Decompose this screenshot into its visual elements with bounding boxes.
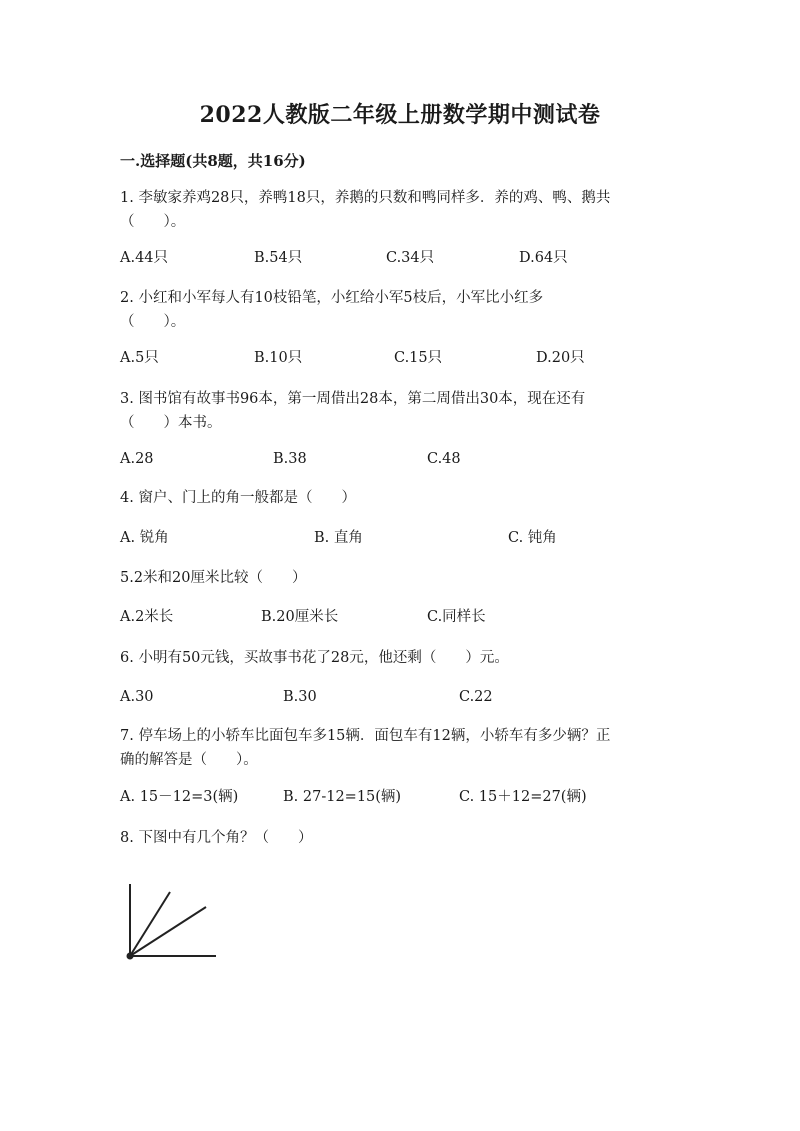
question-5-option-c[interactable]: C.同样长 (427, 609, 486, 625)
question-1-stem (120, 186, 680, 234)
question-4-option-c[interactable]: C. 钝角 (508, 530, 557, 546)
question-4-option-b[interactable]: B. 直角 (314, 530, 363, 546)
question-1-line-2: （ ）。 (120, 214, 186, 230)
question-5-line-1: 5.2米和20厘米比较（ ） (120, 570, 307, 586)
question-6-stem (120, 646, 680, 670)
question-3-option-a[interactable]: A.28 (120, 451, 154, 467)
question-3-line-1: 3. 图书馆有故事书96本，第一周借出28本，第二周借出30本，现在还有 (120, 391, 586, 407)
question-5-option-a[interactable]: A.2米长 (120, 609, 174, 625)
question-3-stem (120, 387, 680, 435)
question-7-option-a[interactable]: A. 15－12=3(辆) (120, 789, 239, 805)
question-1-option-c[interactable]: C.34只 (386, 250, 435, 266)
question-1-line-1: 1. 李敏家养鸡28只，养鸭18只，养鹅的只数和鸭同样多．养的鸡、鸭、鹅共 (120, 190, 611, 206)
question-7-stem (120, 724, 680, 772)
question-2-option-c[interactable]: C.15只 (394, 350, 443, 366)
question-2-option-a[interactable]: A.5只 (120, 350, 159, 366)
question-4-stem (120, 486, 680, 510)
question-6-option-a[interactable]: A.30 (120, 689, 154, 705)
question-1-option-a[interactable]: A.44只 (120, 250, 169, 266)
question-5-option-b[interactable]: B.20厘米长 (261, 609, 339, 625)
question-8-stem (120, 826, 680, 850)
question-1-option-b[interactable]: B.54只 (254, 250, 303, 266)
angle-figure (118, 876, 228, 966)
question-2-option-d[interactable]: D.20只 (536, 350, 585, 366)
question-4-option-a[interactable]: A. 锐角 (120, 530, 169, 546)
question-7-option-b[interactable]: B. 27-12=15(辆) (283, 789, 402, 805)
question-7-line-1: 7. 停车场上的小轿车比面包车多15辆．面包车有12辆，小轿车有多少辆？正 (120, 728, 611, 744)
question-3-option-c[interactable]: C.48 (427, 451, 461, 467)
question-2-line-2: （ ）。 (120, 314, 186, 330)
question-6-option-b[interactable]: B.30 (283, 689, 317, 705)
question-8-line-1: 8. 下图中有几个角？（ ） (120, 830, 313, 846)
question-2-stem (120, 286, 680, 334)
question-2-option-b[interactable]: B.10只 (254, 350, 303, 366)
angle-vertex (127, 953, 134, 960)
question-7-line-2: 确的解答是（ ）。 (120, 752, 258, 768)
question-6-line-1: 6. 小明有50元钱，买故事书花了28元，他还剩（ ）元。 (120, 650, 509, 666)
question-2-line-1: 2. 小红和小军每人有10枝铅笔，小红给小军5枝后，小军比小红多 (120, 290, 544, 306)
question-3-line-2: （ ）本书。 (120, 415, 222, 431)
ray-shallow (130, 907, 206, 956)
question-6-option-c[interactable]: C.22 (459, 689, 493, 705)
question-7-option-c[interactable]: C. 15＋12=27(辆) (459, 789, 587, 805)
question-4-line-1: 4. 窗户、门上的角一般都是（ ） (120, 490, 356, 506)
question-3-option-b[interactable]: B.38 (273, 451, 307, 467)
page-title: 2022人教版二年级上册数学期中测试卷 (199, 102, 601, 128)
section-title: 一.选择题(共8题，共16分) (120, 152, 306, 170)
question-1-option-d[interactable]: D.64只 (519, 250, 568, 266)
ray-steep (130, 892, 170, 956)
question-5-stem (120, 566, 680, 590)
